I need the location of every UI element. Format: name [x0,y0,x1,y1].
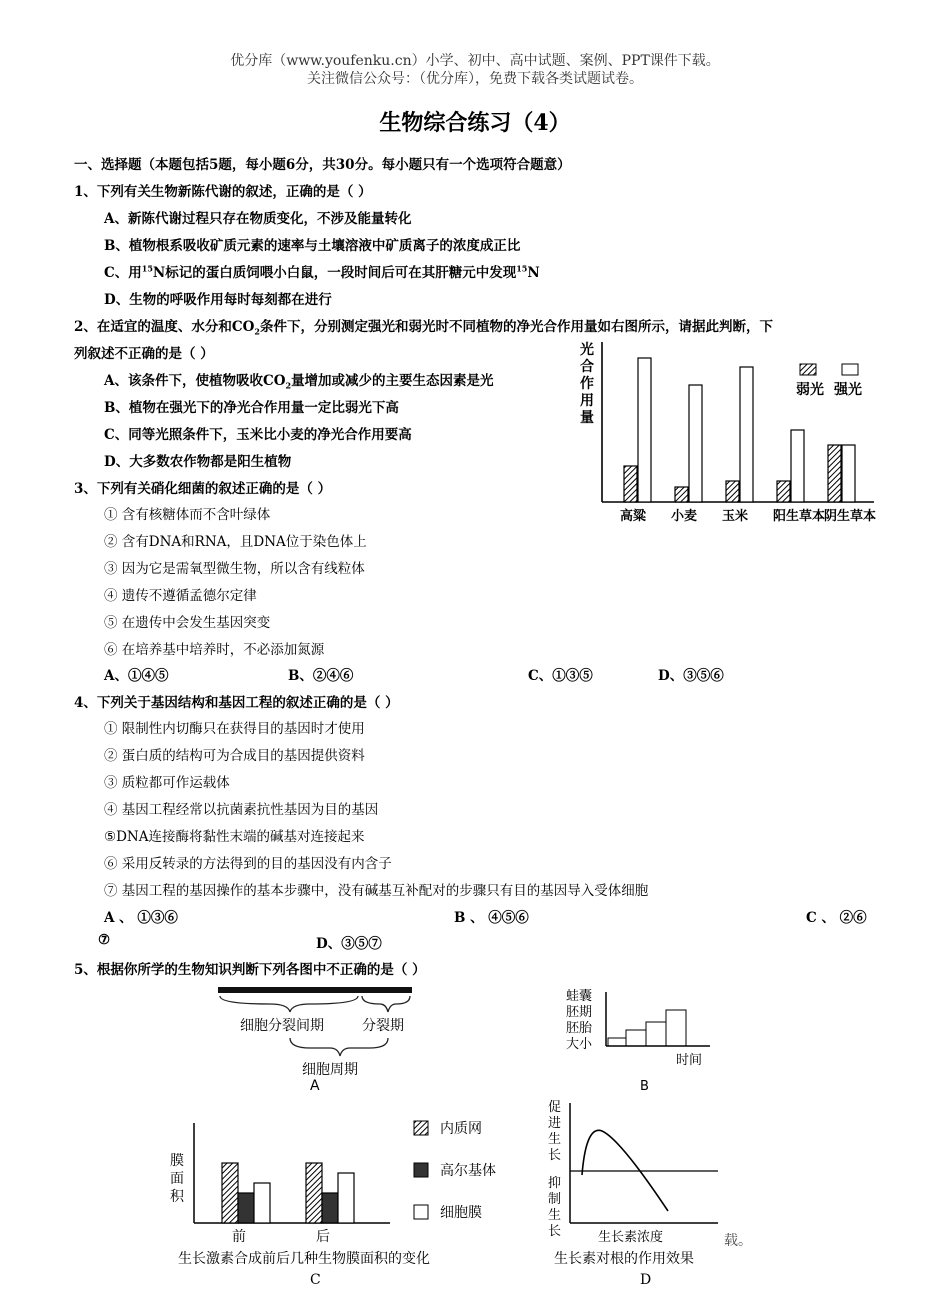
bar-strong-light [689,385,702,502]
y-axis-label-char: 作 [580,376,594,392]
figure-b-ylabel-3: 胚胎 [566,1021,593,1036]
svg-text:进: 进 [548,1116,562,1131]
site-header-line1: 优分库（www.youfenku.cn）小学、初中、高中试题、案例、PPT课件下载。 [230,53,720,69]
q4-stem: 4、下列关于基因结构和基因工程的叙述正确的是（ ） [74,695,399,711]
svg-text:长: 长 [548,1224,562,1239]
legend-label-weak: 弱光 [796,382,824,398]
q1-option-c: C、用$^{15}$N标记的蛋白质饲喂小白鼠，一段时间后可在其肝糖元中发现$^{15}$N [104,263,540,281]
category-label: 后 [316,1229,330,1245]
svg-text:生: 生 [548,1132,562,1147]
q1-option-a: A、新陈代谢过程只存在物质变化，不涉及能量转化 [104,211,412,227]
bar-weak-light [675,487,688,502]
q4-option-c-cont: ⑦ [98,932,111,948]
figure-b-bar-2 [626,1030,646,1046]
figure-b-bar-4 [666,1010,686,1046]
q3-item-2: ② 含有DNA和RNA，且DNA位于染色体上 [104,534,367,550]
figure-b-bar-1 [608,1038,626,1046]
q4-item-3: ③ 质粒都可作运载体 [104,775,230,791]
q1-stem: 1、下列有关生物新陈代谢的叙述，正确的是（ ） [74,184,372,200]
y-axis-label-char: 合 [580,359,594,375]
bar-内质网 [222,1163,238,1223]
category-label: 阴生草本 [824,509,877,524]
figure-d-title: 生长素对根的作用效果 [554,1251,694,1267]
q4-item-5: ⑤DNA连接酶将黏性末端的碱基对连接起来 [104,829,365,845]
figure-b-embryo-size [560,982,730,1092]
bar-高尔基体 [238,1193,254,1223]
bar-细胞膜 [338,1173,354,1223]
y-axis-label-char: 积 [170,1189,184,1205]
bar-weak-light [777,481,790,502]
figure-d-xlabel: 生长素浓度 [598,1230,664,1245]
q5-stem: 5、根据你所学的生物知识判断下列各图中不正确的是（ ） [74,962,426,978]
svg-text:制: 制 [548,1192,562,1207]
category-label: 前 [232,1229,246,1245]
q4-item-1: ① 限制性内切酶只在获得目的基因时才使用 [104,721,365,737]
legend-label-strong: 强光 [834,382,862,398]
q3-item-5: ⑤ 在遗传中会发生基因突变 [104,615,271,631]
bar-细胞膜 [254,1183,270,1223]
category-label: 阳生草本 [773,509,826,524]
q3-item-3: ③ 因为它是需氧型微生物，所以含有线粒体 [104,561,365,577]
category-label: 玉米 [722,509,749,524]
figure-d-auxin-curve [540,1095,720,1245]
legend-swatch [414,1121,428,1135]
y-axis-label-char: 面 [170,1171,184,1187]
q3-option-a: A、①④⑤ [104,668,169,684]
y-axis-label-char: 量 [580,410,594,426]
label-cell-cycle: 细胞周期 [302,1062,358,1078]
category-label: 高粱 [620,509,647,524]
legend-label: 内质网 [440,1121,482,1137]
q3-option-c: C、①③⑤ [528,668,593,684]
q4-item-2: ② 蛋白质的结构可为合成目的基因提供资料 [104,748,365,764]
bar-weak-light [726,481,739,502]
legend-swatch-weak [800,364,816,375]
q4-option-a: A 、 ①③⑥ [104,910,178,926]
site-header-line2: 关注微信公众号：（优分库），免费下载各类试题试卷。 [307,71,643,87]
label-division-phase: 分裂期 [362,1018,404,1034]
q3-option-d: D、③⑤⑥ [658,668,724,684]
bar-weak-light [624,466,637,502]
bar-strong-light [791,430,804,502]
q4-item-6: ⑥ 采用反转录的方法得到的目的基因没有内含子 [104,856,392,872]
svg-text:促: 促 [548,1100,562,1115]
q4-option-c: C 、 ②⑥ [806,910,867,926]
bar-strong-light [842,445,855,502]
q3-item-4: ④ 遗传不遵循孟德尔定律 [104,588,257,604]
figure-b-xlabel: 时间 [676,1053,703,1068]
bar-strong-light [638,358,651,502]
bar-高尔基体 [322,1193,338,1223]
q3-item-1: ① 含有核糖体而不含叶绿体 [104,507,271,523]
figure-b-ylabel-4: 大小 [566,1037,593,1052]
photosynthesis-bar-chart [578,338,878,528]
q2-stem: 2、在适宜的温度、水分和$CO_2$条件下，分别测定强光和弱光时不同植物的净光合作用量如右图所示，请据此判断，下 [74,319,773,337]
cell-cycle-bar [218,987,412,993]
q3-stem: 3、下列有关硝化细菌的叙述正确的是（ ） [74,481,332,497]
y-axis-label-char: 膜 [170,1153,184,1169]
svg-text:长: 长 [548,1148,562,1163]
figure-a-cell-cycle [210,982,430,1092]
q4-option-d: D、③⑤⑦ [316,936,382,952]
legend-swatch [414,1205,428,1219]
legend-label: 细胞膜 [440,1205,482,1221]
partial-footer-text: 载。 [724,1233,752,1249]
figure-a-letter: A [310,1078,320,1094]
section-heading: 一、选择题（本题包括5题，每小题6分，共30分。每小题只有一个选项符合题意） [74,157,571,173]
q2-option-b: B、植物在强光下的净光合作用量一定比弱光下高 [104,400,399,416]
legend-label: 高尔基体 [440,1163,496,1179]
y-axis-label-char: 光 [580,342,594,358]
figure-c-title: 生长激素合成前后几种生物膜面积的变化 [178,1251,430,1267]
q1-option-b: B、植物根系吸收矿质元素的速率与土壤溶液中矿质离子的浓度成正比 [104,238,521,254]
figure-b-ylabel-2: 胚期 [566,1005,593,1020]
q2-stem-cont: 列叙述不正确的是（ ） [74,346,214,362]
q2-option-a: A、该条件下，使植物吸收$CO_2$量增加或减少的主要生态因素是光 [104,373,494,391]
q4-option-b: B 、 ④⑤⑥ [454,910,529,926]
page-title: 生物综合练习（4） [379,110,571,136]
q3-option-b: B、②④⑥ [288,668,354,684]
y-axis-label-char: 用 [580,393,594,409]
svg-text:抑: 抑 [548,1176,562,1191]
figure-b-bar-3 [646,1022,666,1046]
q2-option-c: C、同等光照条件下，玉米比小麦的净光合作用要高 [104,427,412,443]
figure-c-letter: C [310,1272,321,1288]
q4-item-7: ⑦ 基因工程的基因操作的基本步骤中，没有碱基互补配对的步骤只有目的基因导入受体细胞 [104,883,649,899]
bar-weak-light [828,445,841,502]
legend-swatch-strong [842,364,858,375]
figure-d-letter: D [640,1272,652,1288]
svg-text:生: 生 [548,1208,562,1223]
q2-option-d: D、大多数农作物都是阳生植物 [104,454,292,470]
label-interphase: 细胞分裂间期 [240,1018,324,1034]
figure-b-ylabel-1: 蛙囊 [566,989,593,1004]
legend-swatch [414,1163,428,1177]
q1-option-d: D、生物的呼吸作用每时每刻都在进行 [104,292,332,308]
bar-strong-light [740,367,753,502]
q4-item-4: ④ 基因工程经常以抗菌素抗性基因为目的基因 [104,802,379,818]
bar-内质网 [306,1163,322,1223]
figure-b-letter: B [640,1079,649,1094]
q3-item-6: ⑥ 在培养基中培养时，不必添加氮源 [104,642,325,658]
category-label: 小麦 [671,509,698,524]
